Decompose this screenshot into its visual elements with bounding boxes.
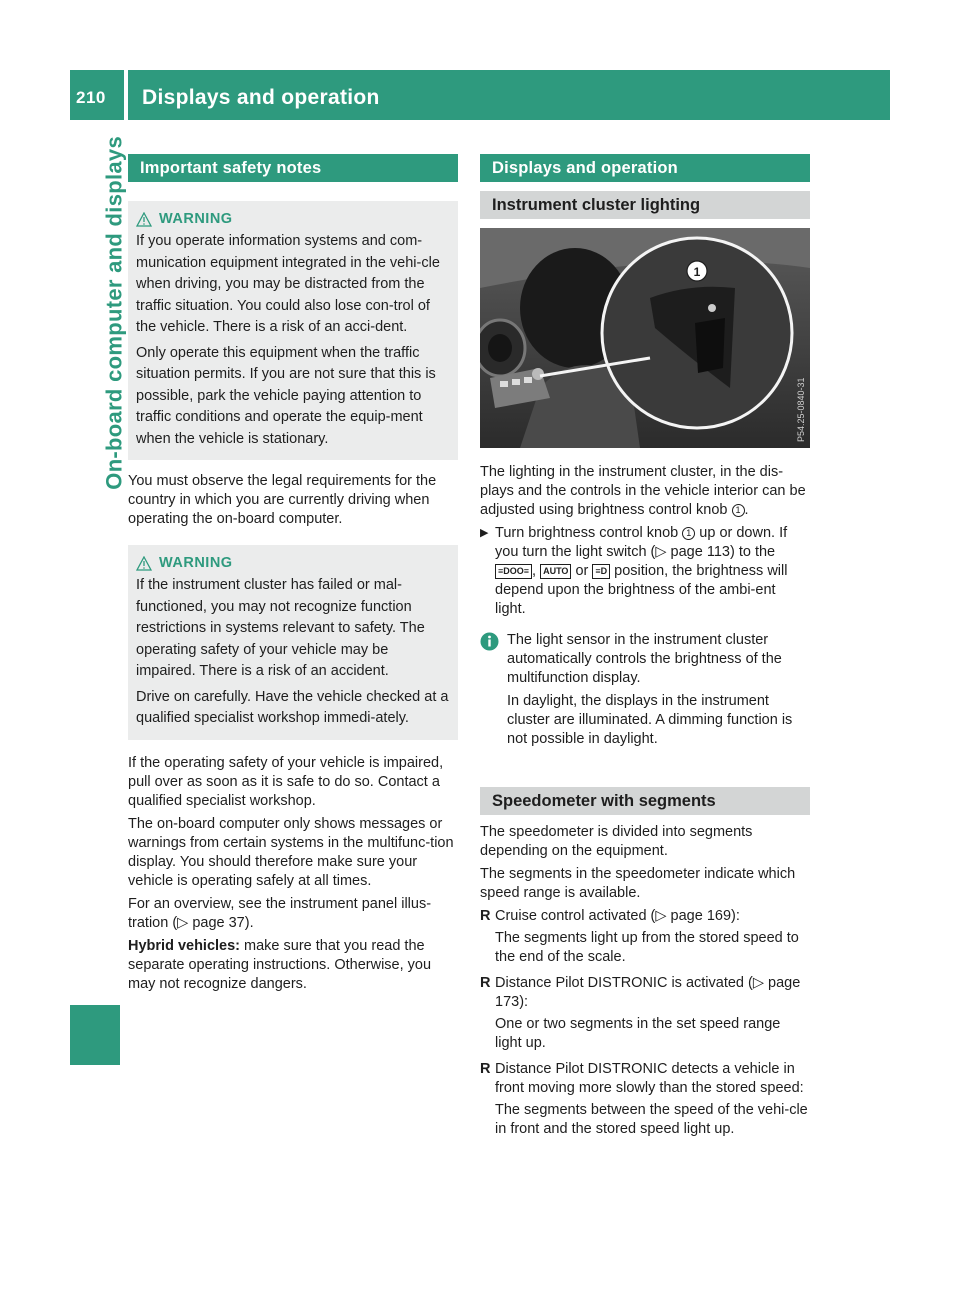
auto-light-symbol-icon: AUTO bbox=[540, 564, 571, 579]
body-text: . bbox=[744, 502, 749, 518]
warning-text: Only operate this equipment when the traffic situation permits. If you are not sure that this is possible, park the vehicle paying attention to traffic conditions and operate the equip-ment when the vehicle is stationary. bbox=[136, 344, 436, 447]
body-paragraph: For an overview, see the instrument panel illus-tration (▷ page 37). bbox=[128, 895, 432, 931]
list-item-body bbox=[495, 1060, 810, 1142]
info-text: The light sensor in the instrument cluster automatically controls the brightness of the multifunction display. bbox=[507, 632, 782, 686]
warning-title bbox=[136, 211, 450, 227]
list-item-text: Distance Pilot DISTRONIC detects a vehicle in front moving more slowly than the stored speed: bbox=[495, 1061, 804, 1096]
body-paragraph bbox=[128, 937, 458, 994]
info-icon bbox=[480, 632, 499, 651]
info-note bbox=[480, 631, 810, 753]
body-paragraph: The on-board computer only shows messages or warnings from certain systems in the multifunc-tion display. You should therefore make sure your vehicle is operating safely at all times. bbox=[128, 815, 454, 889]
step-text-part: position, the brightness will depend upon the brightness of the ambi-ent light. bbox=[495, 563, 788, 617]
body-text: make sure that you read the separate operating instructions. Otherwise, you may not recognize dangers. bbox=[128, 937, 432, 992]
bold-label: Hybrid vehicles: bbox=[128, 937, 241, 954]
warning-box bbox=[128, 545, 458, 740]
warning-box bbox=[128, 201, 458, 460]
subsection-heading-lighting: Instrument cluster lighting bbox=[480, 191, 810, 219]
parking-light-symbol-icon: ≡DOO≡ bbox=[495, 564, 532, 579]
body-paragraph: The speedometer is divided into segments depending on the equipment. bbox=[480, 824, 753, 859]
body-text: The lighting in the instrument cluster, in the dis-plays and the controls in the vehicle interior can be adjusted using brightness control knob bbox=[480, 464, 806, 518]
warning-text: Drive on carefully. Have the vehicle checked at a qualified specialist workshop immedi-ately. bbox=[136, 688, 449, 726]
list-item-text: Cruise control activated (▷ page 169): bbox=[495, 908, 740, 924]
body-paragraph bbox=[480, 463, 810, 520]
header-divider bbox=[124, 70, 128, 120]
list-item bbox=[480, 1060, 810, 1142]
warning-triangle-icon bbox=[136, 212, 152, 227]
info-body bbox=[507, 631, 810, 753]
side-tab-label: On-board computer and displays bbox=[102, 136, 127, 490]
list-item-text: One or two segments in the set speed range light up. bbox=[495, 1016, 781, 1051]
list-item-text: The segments between the speed of the vehi-cle in front and the stored speed light up. bbox=[495, 1102, 808, 1137]
bullet-mark-icon: R bbox=[480, 975, 491, 991]
list-item-body bbox=[495, 974, 810, 1056]
list-item bbox=[480, 907, 810, 970]
step-text-part: up or down. If you turn the light switch (▷ page 113) to the bbox=[495, 525, 788, 560]
warning-text: If you operate information systems and com-munication equipment integrated in the vehi-cle when driving, you may be distracted from the traffic situation. You could also lose con-trol of the vehicle. There is a risk of an acci-dent. bbox=[136, 233, 440, 335]
list-item-body bbox=[495, 907, 810, 970]
left-column bbox=[128, 154, 458, 994]
step-text-part: , bbox=[532, 563, 541, 579]
body-paragraph: The segments in the speedometer indicate which speed range is available. bbox=[480, 866, 796, 901]
warning-triangle-icon bbox=[136, 556, 152, 571]
dipped-beam-symbol-icon: ≡D bbox=[592, 564, 610, 579]
instrument-cluster-photo bbox=[480, 228, 810, 448]
step-text-part: Turn brightness control knob bbox=[495, 525, 683, 541]
step-arrow-icon: ▶ bbox=[480, 527, 489, 539]
side-tab-block bbox=[70, 1005, 120, 1065]
warning-title bbox=[136, 555, 450, 571]
steering-wheel-illustration bbox=[480, 228, 810, 448]
info-text: In daylight, the displays in the instrument cluster are illuminated. A dimming function is not possible in daylight. bbox=[507, 693, 793, 747]
section-heading-safety: Important safety notes bbox=[128, 154, 458, 182]
chapter-title: Displays and operation bbox=[142, 86, 380, 109]
image-code: P54.25-0840-31 bbox=[796, 377, 806, 442]
step-text-part: or bbox=[571, 563, 593, 579]
list-item-text: The segments light up from the stored speed to the end of the scale. bbox=[495, 930, 799, 965]
list-item-text: Distance Pilot DISTRONIC is activated (▷ page 173): bbox=[495, 975, 801, 1010]
knob-callout: 1 bbox=[682, 527, 695, 540]
body-paragraph: You must observe the legal requirements for the country in which you are currently driving when operating the on-board computer. bbox=[128, 473, 437, 527]
warning-label: WARNING bbox=[159, 211, 233, 227]
section-heading-displays: Displays and operation bbox=[480, 154, 810, 182]
body-paragraph: If the operating safety of your vehicle is impaired, pull over as soon as it is safe to do so. Contact a qualified specialist workshop. bbox=[128, 754, 444, 809]
list-item bbox=[480, 974, 810, 1056]
knob-callout: 1 bbox=[732, 504, 745, 517]
callout-number: 1 bbox=[693, 265, 701, 279]
page-number: 210 bbox=[76, 88, 106, 107]
side-tab bbox=[84, 136, 128, 978]
right-column bbox=[480, 154, 810, 1142]
instruction-step bbox=[480, 524, 810, 619]
warning-text: If the instrument cluster has failed or mal-functioned, you may not recognize function restrictions in systems relevant to safety. The operating safety of your vehicle may be impaired. There is a risk of an accident. bbox=[136, 577, 425, 679]
bullet-mark-icon: R bbox=[480, 908, 491, 924]
warning-label: WARNING bbox=[159, 555, 233, 571]
step-text bbox=[495, 524, 810, 619]
subsection-heading-speedometer: Speedometer with segments bbox=[480, 787, 810, 815]
bullet-mark-icon: R bbox=[480, 1061, 491, 1077]
